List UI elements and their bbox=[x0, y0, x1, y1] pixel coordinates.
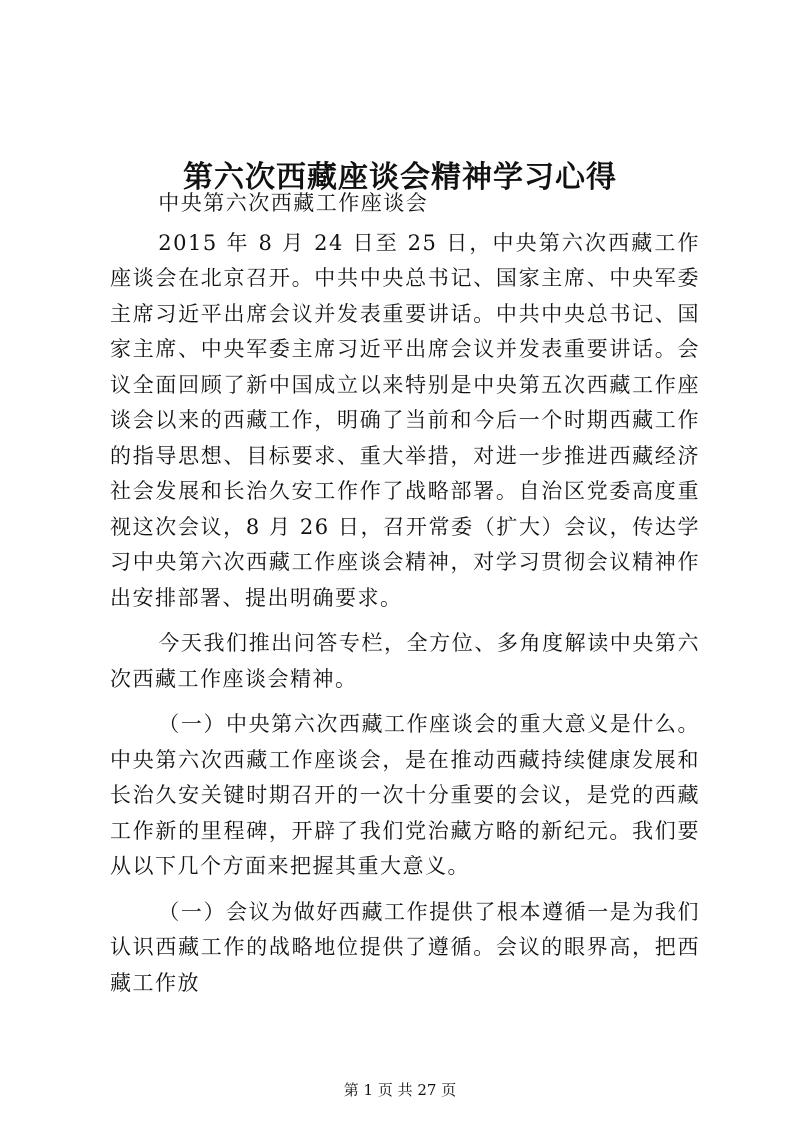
column-intro-paragraph: 今天我们推出问答专栏，全方位、多角度解读中央第六次西藏工作座谈会精神。 bbox=[110, 631, 700, 691]
guidance-paragraph: （一）会议为做好西藏工作提供了根本遵循一是为我们认识西藏工作的战略地位提供了遵循。会议的眼界高，把西藏工作放 bbox=[110, 899, 700, 995]
document-body bbox=[110, 186, 700, 1011]
page-footer: 第 1 页 共 27 页 bbox=[343, 1081, 457, 1099]
document-title: 第六次西藏座谈会精神学习心得 bbox=[183, 160, 617, 196]
intro-paragraph: 2015 年 8 月 24 日至 25 日，中央第六次西藏工作座谈会在北京召开。中共中央总书记、国家主席、中央军委主席习近平出席会议并发表重要讲话。中共中央总书记、国家主席、中央军委主席习近平出席会议并发表重要讲话。会议全面回顾了新中国成立以来特别是中央第五次西藏工作座谈会以来的西藏工作，明确了当前和今后一个时期西藏工作的指导思想、目标要求、重大举措，对进一步推进西藏经济社会发展和长治久安工作作了战略部署。自治区党委高度重视这次会议，8 月 26 日，召开常委（扩大）会议，传达学习中央第六次西藏工作座谈会精神，对学习贯彻会议精神作出安排部署、提出明确要求。 bbox=[110, 230, 700, 610]
significance-paragraph: （一）中央第六次西藏工作座谈会的重大意义是什么。中央第六次西藏工作座谈会，是在推动西藏持续健康发展和长治久安关键时期召开的一次十分重要的会议，是党的西藏工作新的里程碑，开辟了我们党治藏方略的新纪元。我们要从以下几个方面来把握其重大意义。 bbox=[110, 712, 700, 878]
subtitle-paragraph: 中央第六次西藏工作座谈会 bbox=[158, 191, 429, 215]
